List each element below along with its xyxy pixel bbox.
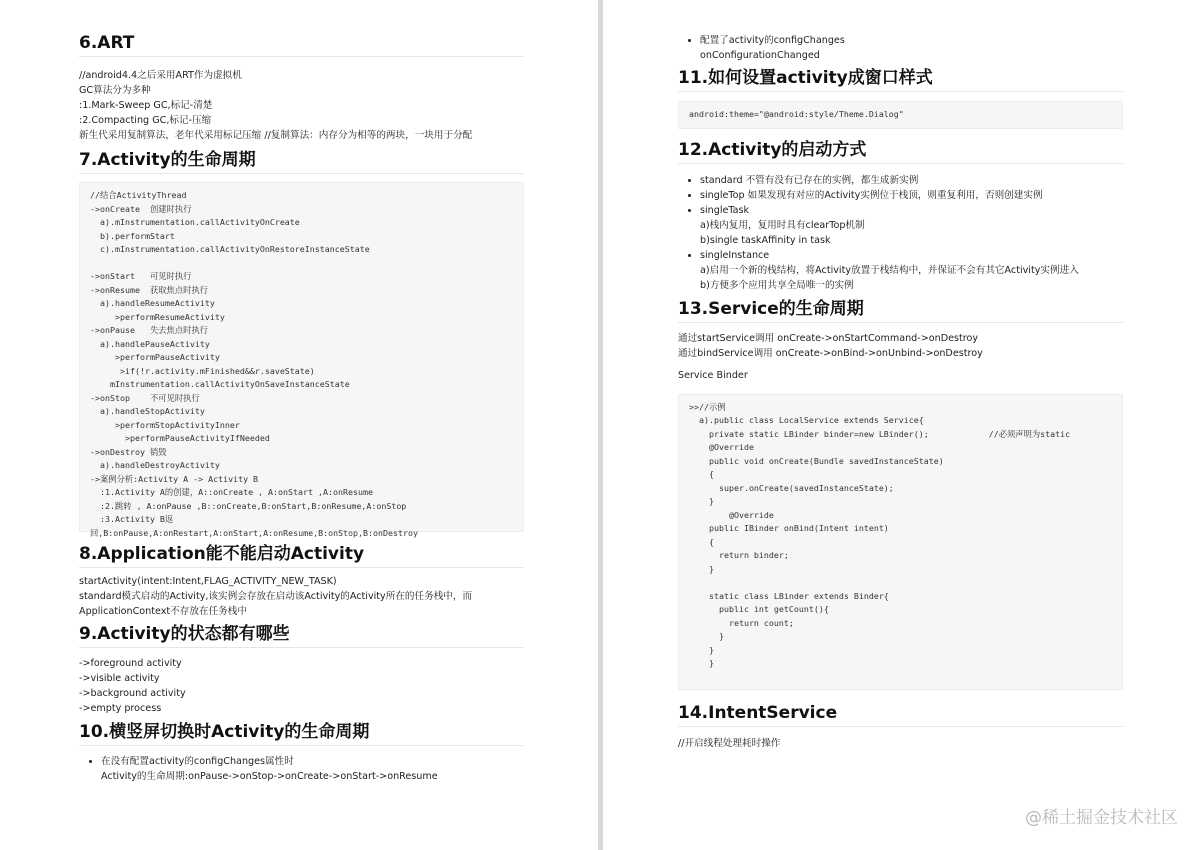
- text-line: • singleTop 如果发现有对应的Activity实例位于栈顶，则重复利用，否则创建实例: [700, 189, 1043, 201]
- text-line: • standard 不管有没有已存在的实例，都生成新实例: [700, 174, 919, 186]
- section-heading-orientation-change: 10.横竖屏切换时Activity的生命周期: [79, 721, 524, 746]
- list-item: [700, 173, 1123, 188]
- text-line: startActivity(intent:Intent,FLAG_ACTIVITY_NEW_TASK): [79, 576, 337, 587]
- list-item: [700, 203, 1123, 248]
- text-line: ->empty process: [79, 703, 162, 714]
- lifecycle-code-block: //结合ActivityThread ->onCreate 创建时执行 a).mInstrumentation.callActivityOnCreate b).performStart c).mInstrumentation.callActivityOnRestoreInstanceState ->onStart 可见时执行 ->onResume 获取焦点时执行 a).handleResumeActivity >performResumeActivity ->onPause 失去焦点时执行 a).handlePauseActivity >performPauseActivity >if(!r.activity.mFinished&&r.saveState) mInstrumentation.callActivityOnSaveInstanceState ->onStop 不可见时执行 a).handleStopActivity >performStopActivityInner >performPauseActivityIfNeeded ->onDestroy 销毁 a).handleDestroyActivity ->案例分析:Activity A -> Activity B :1.Activity A的创建，A::onCreate , A:onStart ,A:onResume :2.跳转 , A:onPause ,B::onCreate,B:onStart,B:onResume,A:onStop :3.Activity B返 回,B:onPause,A:onRestart,A:onStart,A:onResume,B:onStop,B:onDestroy: [79, 182, 524, 532]
- text-line: standard模式启动的Activity,该实例会存放在启动该Activity的Activity所在的任务栈中，而: [79, 591, 473, 602]
- watermark: @稀土掘金技术社区: [1025, 808, 1178, 828]
- text-line: • singleTask: [700, 204, 750, 216]
- section-heading-application-start-activity: 8.Application能不能启动Activity: [79, 543, 524, 568]
- text-line: :1.Mark-Sweep GC,标记-清楚: [79, 100, 213, 111]
- launch-modes-list: [678, 173, 1123, 293]
- text-line: • 在没有配置activity的configChanges属性时: [101, 756, 294, 767]
- text-line: • 配置了activity的configChanges: [700, 35, 845, 46]
- text-line: ->background activity: [79, 688, 186, 699]
- list-item: [700, 248, 1123, 293]
- orientation-list: [79, 754, 524, 784]
- list-item: [700, 33, 1123, 63]
- service-code-block: >>//示例 a).public class LocalService extends Service{ private static LBinder binder=new LBinder(); //必须声明为static @Override public void onCreate(Bundle savedInstanceState) { super.onCreate(savedInstanceState); } @Override public IBinder onBind(Intent intent) { return binder; } static class LBinder extends Binder{ public int getCount(){ return count; } } }: [678, 394, 1123, 690]
- text-line: • singleInstance: [700, 249, 770, 261]
- section-heading-activity-lifecycle: 7.Activity的生命周期: [79, 149, 524, 174]
- service-binder-label: Service Binder: [678, 369, 748, 381]
- page-content: [79, 32, 524, 784]
- service-paragraph: [678, 331, 1123, 361]
- page-content: [678, 33, 1123, 751]
- document-page-right: [603, 0, 1202, 850]
- text-line: Activity的生命周期:onPause->onStop->onCreate->onStart->onResume: [101, 771, 438, 782]
- text-line: //开启线程处理耗时操作: [678, 737, 781, 749]
- text-line: onConfigurationChanged: [700, 50, 820, 61]
- theme-code-block: android:theme="@android:style/Theme.Dialog": [678, 101, 1123, 129]
- intentservice-paragraph: [678, 736, 1123, 751]
- section-heading-activity-states: 9.Activity的状态都有哪些: [79, 623, 524, 648]
- document-page-left: [0, 0, 598, 850]
- art-paragraph: [79, 68, 524, 143]
- section-heading-window-style: 11.如何设置activity成窗口样式: [678, 67, 1123, 92]
- text-line: ->visible activity: [79, 673, 160, 684]
- section-heading-service-lifecycle: 13.Service的生命周期: [678, 298, 1123, 323]
- text-line: b)single taskAffinity in task: [700, 234, 831, 246]
- text-line: ->foreground activity: [79, 658, 182, 669]
- config-changes-list: [678, 33, 1123, 63]
- text-line: 新生代采用复制算法，老年代采用标记压缩 //复制算法：内存分为相等的两块，一块用于分配: [79, 130, 473, 141]
- text-line: 通过bindService调用 onCreate->onBind->onUnbind->onDestroy: [678, 347, 983, 359]
- list-item: [101, 754, 524, 784]
- text-line: b)方便多个应用共享全局唯一的实例: [700, 279, 854, 291]
- text-line: ApplicationContext不存放在任务栈中: [79, 606, 247, 617]
- section-heading-intentservice: 14.IntentService: [678, 702, 1123, 727]
- text-line: GC算法分为多种: [79, 85, 151, 96]
- text-line: :2.Compacting GC,标记-压缩: [79, 115, 212, 126]
- section-heading-launch-modes: 12.Activity的启动方式: [678, 139, 1123, 164]
- list-item: [700, 188, 1123, 203]
- states-paragraph: [79, 656, 524, 716]
- text-line: //android4.4之后采用ART作为虚拟机: [79, 70, 242, 81]
- section-heading-art: 6.ART: [79, 32, 524, 57]
- text-line: a)栈内复用，复用时具有clearTop机制: [700, 219, 865, 231]
- application-paragraph: [79, 574, 524, 619]
- text-line: a)启用一个新的栈结构，将Activity放置于栈结构中，并保证不会有其它Activity实例进入: [700, 264, 1079, 276]
- text-line: 通过startService调用 onCreate->onStartCommand->onDestroy: [678, 332, 979, 344]
